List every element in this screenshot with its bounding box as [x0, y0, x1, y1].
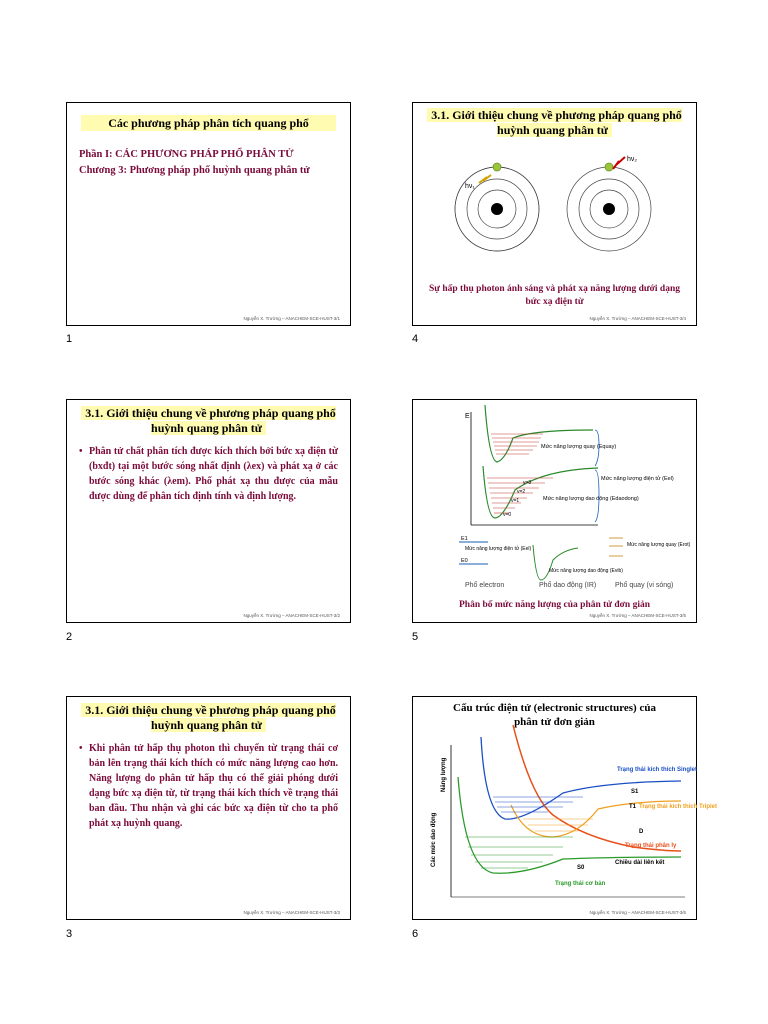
slide-caption: Sự hấp thụ photon ánh sáng và phát xạ năng lượng dưới dạng bức xạ điện từ [429, 284, 680, 307]
ground-label: Trạng thái cơ bản [555, 881, 606, 887]
slide-number: 2 [66, 631, 73, 643]
slide-footer: Nguyễn X. Trường – ANACHEM-SCE-HUST-3/5 [589, 613, 686, 618]
slide-number: 4 [412, 333, 419, 345]
slide-title: Cấu trúc điện tử (electronic structures) của phân tử đơn giản [453, 702, 656, 728]
spec-vib-label: Phổ dao động (IR) [539, 582, 597, 589]
triplet-label: Trạng thái kích thích Triplet [639, 804, 718, 810]
energy-axis-label: E [465, 413, 470, 420]
s0-label: S0 [577, 865, 585, 871]
small-rot-label: Mức năng lượng quay (Erot) [627, 542, 691, 548]
slide-6 [412, 696, 718, 920]
d-label: D [639, 829, 644, 835]
slide-5 [412, 399, 697, 623]
slide-1 [66, 102, 351, 326]
slide-4 [412, 102, 697, 326]
slide-caption: Phân bố mức năng lượng của phân tử đơn giản [458, 600, 651, 610]
slide-number: 6 [412, 928, 419, 940]
small-vib-label: Mức năng lượng dao động (Evib) [549, 568, 623, 574]
slide-2 [66, 399, 351, 623]
slide-footer: Nguyễn X. Trường – ANACHEM-SCE-HUST-3/6 [589, 910, 686, 915]
slide-title: 3.1. Giới thiệu chung về phương pháp quang phổ huỳnh quang phân tử [77, 703, 340, 733]
slide-footer: Nguyễn X. Trường – ANACHEM-SCE-HUST-3/1 [243, 316, 340, 321]
elec-levels-label: Mức năng lượng điện tử (Eel) [601, 476, 674, 482]
t1-label: T1 [629, 804, 637, 810]
vib-levels-label: Mức năng lượng dao động (Edaodong) [543, 496, 639, 502]
e1-label: E1 [461, 536, 468, 542]
bullet-text: • Khi phân tử hấp thụ photon thì chuyển từ trạng thái cơ bản lên trạng thái kích thích có mức năng lượng cao hơn. Năng lượng do phân tử hấp thụ có thể giải phóng dưới dạng bức xạ điện từ, từ trạng thái kích thích về trạng thái ban đầu. Thu nhận và ghi các bức xạ điện từ cho ta phổ phát xạ huỳnh quang. [79, 741, 338, 831]
bullet-text: • Phân tử chất phân tích được kích thích bởi bức xạ điện từ (bxđt) tại một bước sóng nhất định (λex) và phát xạ ở các bước sóng khác (λem). Phổ phát xạ thu được của mẫu được dùng để phân tích định tính và định lượng. [79, 444, 338, 504]
e0-label: E0 [461, 558, 468, 564]
slide-title: 3.1. Giới thiệu chung về phương pháp quang phổ huỳnh quang phân tử [423, 108, 686, 138]
dissociative-curve [513, 725, 681, 851]
dissoc-label: Trạng thái phân ly [625, 843, 677, 849]
singlet-levels [493, 797, 583, 812]
v0-label: v=0 [503, 512, 512, 518]
singlet-label: Trạng thái kích thích Singlet [617, 767, 698, 773]
slide-title: 3.1. Giới thiệu chung về phương pháp quang phổ huỳnh quang phân tử [77, 406, 340, 436]
hv1-label: hν₁ [465, 183, 475, 190]
hv2-label: hν₂ [627, 156, 638, 163]
rot-levels-label: Mức năng lượng quay (Equay) [541, 444, 617, 450]
slide-3 [66, 696, 351, 920]
vib-axis-label: Các mức dao động [431, 812, 437, 867]
v1-label: v=1 [511, 498, 520, 504]
photon-emit-icon [613, 157, 625, 169]
s1-label: S1 [631, 789, 639, 795]
spec-electron-label: Phổ electron [465, 582, 505, 589]
slide-footer: Nguyễn X. Trường – ANACHEM-SCE-HUST-3/4 [589, 316, 686, 321]
atom-absorption [455, 163, 539, 251]
lower-potential-curve [483, 466, 598, 518]
ground-levels [465, 837, 573, 868]
triplet-levels [523, 819, 593, 831]
slide-footer: Nguyễn X. Trường – ANACHEM-SCE-HUST-3/2 [243, 613, 340, 618]
small-elec-label: Mức năng lượng điện tử (Eel) [465, 546, 532, 552]
slide-footer: Nguyễn X. Trường – ANACHEM-SCE-HUST-3/3 [243, 910, 340, 915]
energy-level-diagram [413, 400, 696, 622]
slide-number: 3 [66, 928, 73, 940]
part-heading: Phần I: CÁC PHƯƠNG PHÁP PHỔ PHÂN TỬ [79, 149, 294, 160]
slide-number: 5 [412, 631, 419, 643]
v3-label: v=3 [523, 480, 532, 486]
bond-length-label: Chiều dài liên kết [615, 860, 665, 866]
slide-title: Các phương pháp phân tích quang phổ [81, 115, 336, 131]
spec-rot-label: Phổ quay (vi sóng) [615, 582, 674, 589]
v2-label: v=2 [517, 489, 526, 495]
slide-number: 1 [66, 333, 73, 345]
small-potential-curve [533, 545, 578, 580]
energy-axis-label: Năng lượng [441, 757, 447, 792]
upper-potential-curve [485, 405, 593, 462]
chapter-heading: Chương 3: Phương pháp phổ huỳnh quang phân tử [79, 165, 310, 176]
rot-level-lines [609, 538, 623, 556]
atom-emission [567, 163, 651, 251]
electronic-structure-diagram [413, 697, 718, 919]
